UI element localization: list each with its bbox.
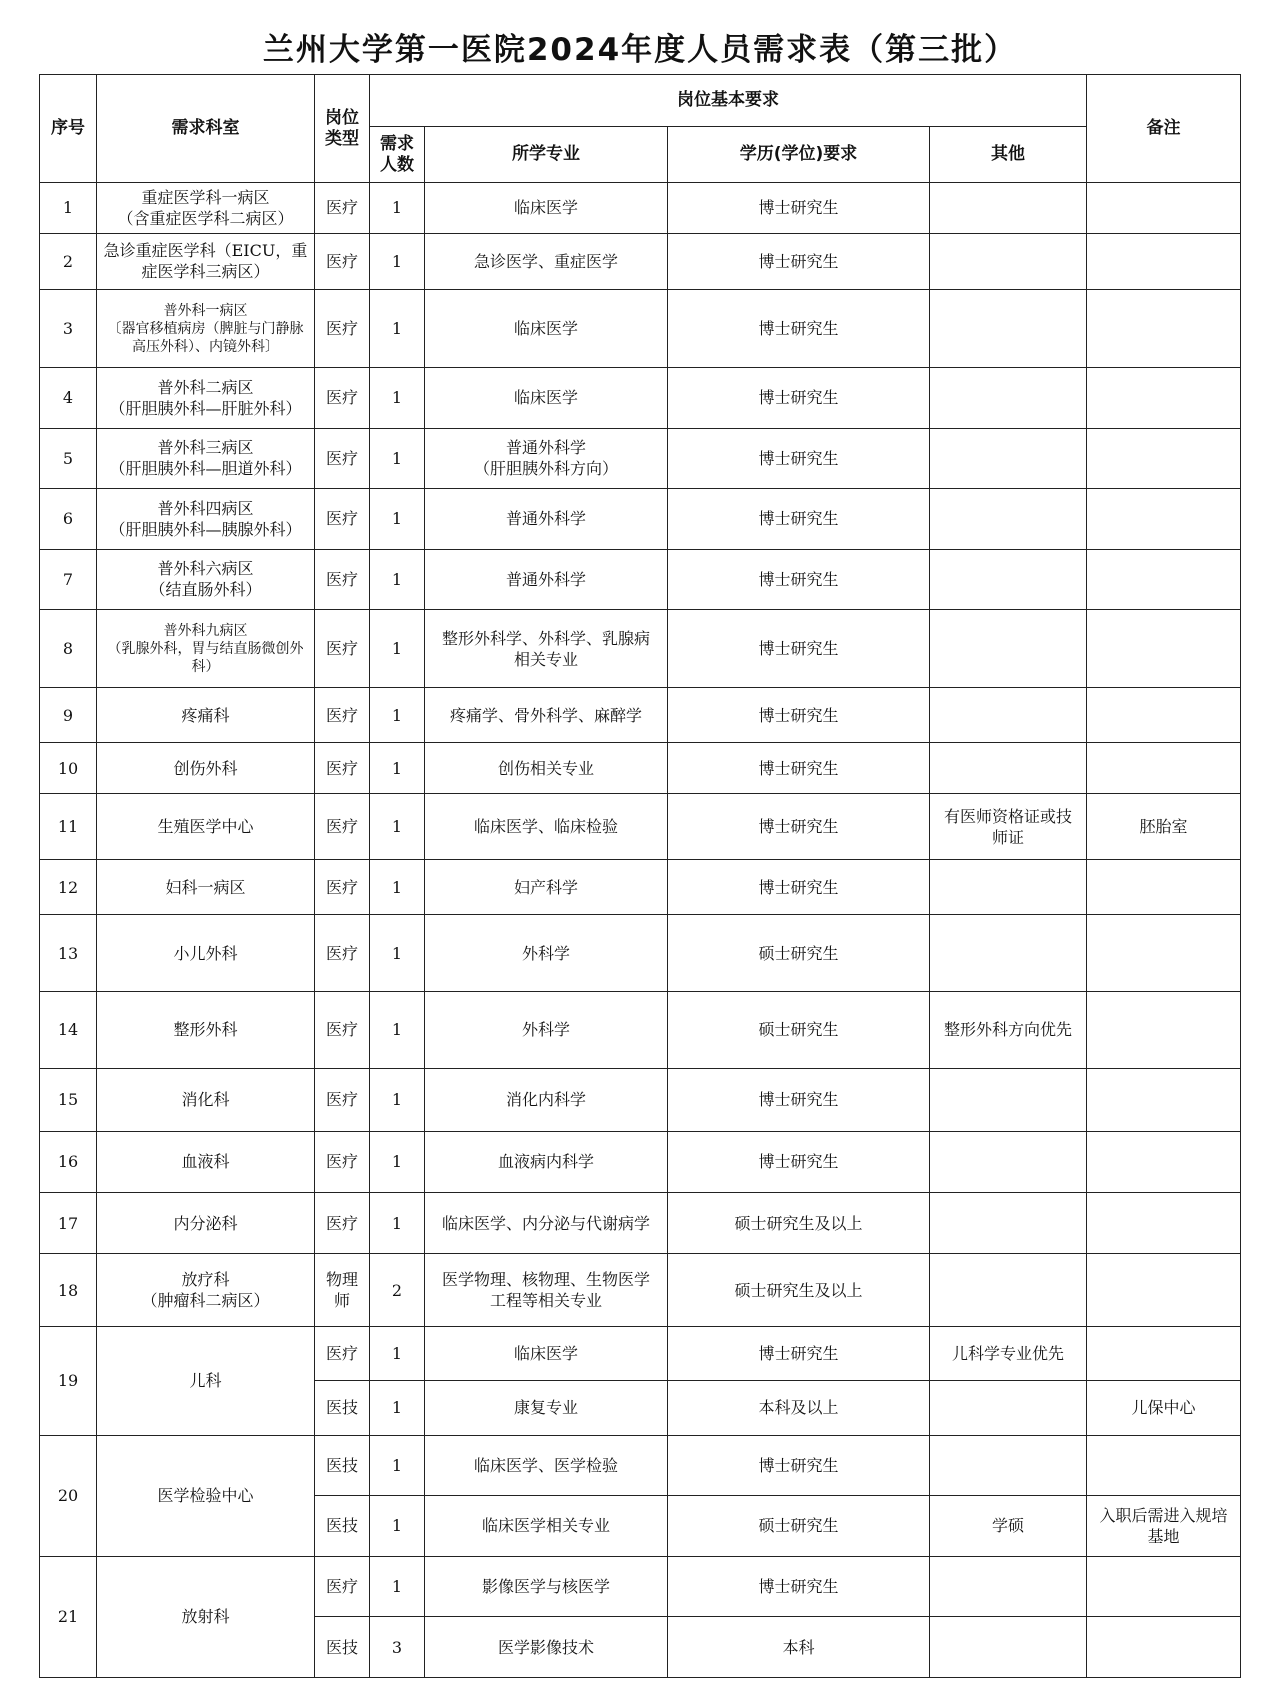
cell-seq: 19 <box>40 1327 97 1435</box>
cell-other <box>930 1381 1087 1435</box>
table-row <box>40 860 1241 915</box>
cell-note <box>1087 1068 1241 1131</box>
cell-education: 博士研究生 <box>668 1556 930 1617</box>
cell-seq: 9 <box>40 688 97 743</box>
cell-seq: 17 <box>40 1193 97 1254</box>
cell-count: 1 <box>370 860 425 915</box>
cell-count: 1 <box>370 489 425 550</box>
cell-other <box>930 915 1087 992</box>
cell-seq: 12 <box>40 860 97 915</box>
cell-note <box>1087 1617 1241 1678</box>
cell-other <box>930 1617 1087 1678</box>
cell-dept: 疼痛科 <box>97 688 315 743</box>
cell-seq: 10 <box>40 743 97 794</box>
cell-dept: 普外科六病区 （结直肠外科） <box>97 549 315 610</box>
cell-other <box>930 688 1087 743</box>
cell-type: 医技 <box>315 1381 370 1435</box>
cell-seq: 1 <box>40 183 97 234</box>
cell-other: 儿科学专业优先 <box>930 1327 1087 1381</box>
cell-seq: 20 <box>40 1435 97 1556</box>
table-row <box>40 549 1241 610</box>
cell-major: 妇产科学 <box>425 860 668 915</box>
cell-count: 1 <box>370 1556 425 1617</box>
cell-type: 医技 <box>315 1435 370 1496</box>
cell-note <box>1087 549 1241 610</box>
cell-dept: 普外科九病区 （乳腺外科，胃与结直肠微创外 科） <box>97 610 315 688</box>
cell-education: 硕士研究生 <box>668 992 930 1069</box>
cell-other: 有医师资格证或技 师证 <box>930 794 1087 860</box>
cell-type: 物理 师 <box>315 1253 370 1327</box>
header-note: 备注 <box>1087 75 1241 183</box>
cell-dept: 消化科 <box>97 1068 315 1131</box>
cell-major: 临床医学 <box>425 367 668 428</box>
cell-dept: 普外科四病区 （肝胆胰外科—胰腺外科） <box>97 489 315 550</box>
cell-dept: 血液科 <box>97 1131 315 1193</box>
cell-education: 博士研究生 <box>668 290 930 368</box>
cell-major: 临床医学 <box>425 290 668 368</box>
cell-seq: 13 <box>40 915 97 992</box>
cell-count: 1 <box>370 1131 425 1193</box>
cell-seq: 8 <box>40 610 97 688</box>
cell-major: 影像医学与核医学 <box>425 1556 668 1617</box>
cell-type: 医疗 <box>315 233 370 289</box>
cell-note: 入职后需进入规培 基地 <box>1087 1496 1241 1557</box>
cell-note <box>1087 183 1241 234</box>
cell-education: 博士研究生 <box>668 688 930 743</box>
cell-seq: 6 <box>40 489 97 550</box>
cell-count: 1 <box>370 992 425 1069</box>
cell-major: 医学物理、核物理、生物医学 工程等相关专业 <box>425 1253 668 1327</box>
cell-education: 硕士研究生 <box>668 915 930 992</box>
cell-type: 医技 <box>315 1617 370 1678</box>
cell-note: 胚胎室 <box>1087 794 1241 860</box>
cell-other <box>930 183 1087 234</box>
cell-dept: 放射科 <box>97 1556 315 1677</box>
cell-other <box>930 1193 1087 1254</box>
table-row <box>40 489 1241 550</box>
cell-dept: 医学检验中心 <box>97 1435 315 1556</box>
header-count: 需求 人数 <box>370 127 425 183</box>
cell-type: 医疗 <box>315 610 370 688</box>
table-row <box>40 233 1241 289</box>
cell-major: 康复专业 <box>425 1381 668 1435</box>
cell-count: 1 <box>370 183 425 234</box>
cell-type: 医疗 <box>315 794 370 860</box>
cell-note <box>1087 1131 1241 1193</box>
header-seq: 序号 <box>40 75 97 183</box>
table-row <box>40 290 1241 368</box>
cell-education: 博士研究生 <box>668 1131 930 1193</box>
cell-education: 博士研究生 <box>668 1435 930 1496</box>
cell-other: 学硕 <box>930 1496 1087 1557</box>
header-type: 岗位 类型 <box>315 75 370 183</box>
cell-type: 医疗 <box>315 1131 370 1193</box>
cell-other <box>930 860 1087 915</box>
cell-note: 儿保中心 <box>1087 1381 1241 1435</box>
cell-note <box>1087 489 1241 550</box>
cell-education: 博士研究生 <box>668 367 930 428</box>
cell-other <box>930 610 1087 688</box>
cell-major: 外科学 <box>425 992 668 1069</box>
cell-seq: 11 <box>40 794 97 860</box>
cell-dept: 儿科 <box>97 1327 315 1435</box>
cell-note <box>1087 233 1241 289</box>
cell-count: 3 <box>370 1617 425 1678</box>
cell-other <box>930 1556 1087 1617</box>
table-row <box>40 367 1241 428</box>
cell-type: 医疗 <box>315 549 370 610</box>
cell-count: 1 <box>370 428 425 489</box>
cell-education: 硕士研究生及以上 <box>668 1253 930 1327</box>
table-row <box>40 1253 1241 1327</box>
header-dept: 需求科室 <box>97 75 315 183</box>
cell-count: 1 <box>370 367 425 428</box>
cell-count: 1 <box>370 688 425 743</box>
cell-count: 1 <box>370 915 425 992</box>
cell-count: 1 <box>370 549 425 610</box>
cell-major: 创伤相关专业 <box>425 743 668 794</box>
cell-dept: 普外科二病区 （肝胆胰外科—肝脏外科） <box>97 367 315 428</box>
cell-type: 医疗 <box>315 428 370 489</box>
cell-note <box>1087 1556 1241 1617</box>
cell-dept: 普外科三病区 （肝胆胰外科—胆道外科） <box>97 428 315 489</box>
cell-type: 医疗 <box>315 915 370 992</box>
cell-dept: 内分泌科 <box>97 1193 315 1254</box>
cell-note <box>1087 860 1241 915</box>
cell-type: 医疗 <box>315 992 370 1069</box>
table-row <box>40 183 1241 234</box>
cell-major: 临床医学 <box>425 183 668 234</box>
cell-major: 临床医学相关专业 <box>425 1496 668 1557</box>
cell-note <box>1087 1435 1241 1496</box>
cell-seq: 21 <box>40 1556 97 1677</box>
cell-count: 1 <box>370 1327 425 1381</box>
cell-other <box>930 549 1087 610</box>
cell-seq: 18 <box>40 1253 97 1327</box>
cell-seq: 16 <box>40 1131 97 1193</box>
cell-education: 博士研究生 <box>668 549 930 610</box>
header-major: 所学专业 <box>425 127 668 183</box>
cell-major: 急诊医学、重症医学 <box>425 233 668 289</box>
cell-seq: 15 <box>40 1068 97 1131</box>
cell-major: 疼痛学、骨外科学、麻醉学 <box>425 688 668 743</box>
cell-dept: 放疗科 （肿瘤科二病区） <box>97 1253 315 1327</box>
cell-other <box>930 1435 1087 1496</box>
cell-type: 医疗 <box>315 367 370 428</box>
cell-type: 医疗 <box>315 183 370 234</box>
cell-seq: 3 <box>40 290 97 368</box>
cell-note <box>1087 743 1241 794</box>
cell-count: 1 <box>370 610 425 688</box>
cell-dept: 重症医学科一病区 （含重症医学科二病区） <box>97 183 315 234</box>
cell-education: 博士研究生 <box>668 743 930 794</box>
cell-major: 外科学 <box>425 915 668 992</box>
cell-other <box>930 428 1087 489</box>
cell-count: 1 <box>370 1435 425 1496</box>
cell-other <box>930 1068 1087 1131</box>
cell-seq: 5 <box>40 428 97 489</box>
cell-type: 医技 <box>315 1496 370 1557</box>
cell-note <box>1087 688 1241 743</box>
cell-type: 医疗 <box>315 1193 370 1254</box>
cell-note <box>1087 290 1241 368</box>
cell-seq: 4 <box>40 367 97 428</box>
cell-count: 1 <box>370 794 425 860</box>
cell-other <box>930 743 1087 794</box>
cell-major: 临床医学、临床检验 <box>425 794 668 860</box>
cell-seq: 2 <box>40 233 97 289</box>
cell-dept: 普外科一病区 〔器官移植病房（脾脏与门静脉 高压外科）、内镜外科〕 <box>97 290 315 368</box>
cell-education: 本科 <box>668 1617 930 1678</box>
cell-major: 普通外科学 （肝胆胰外科方向） <box>425 428 668 489</box>
cell-count: 1 <box>370 1193 425 1254</box>
header-basic-requirements: 岗位基本要求 <box>370 75 1087 127</box>
table-row <box>40 915 1241 992</box>
cell-major: 普通外科学 <box>425 549 668 610</box>
cell-note <box>1087 915 1241 992</box>
cell-dept: 小儿外科 <box>97 915 315 992</box>
cell-type: 医疗 <box>315 860 370 915</box>
header-other: 其他 <box>930 127 1087 183</box>
cell-dept: 生殖医学中心 <box>97 794 315 860</box>
cell-major: 消化内科学 <box>425 1068 668 1131</box>
cell-type: 医疗 <box>315 1556 370 1617</box>
cell-major: 血液病内科学 <box>425 1131 668 1193</box>
cell-note <box>1087 610 1241 688</box>
page-title: 兰州大学第一医院2024年度人员需求表（第三批） <box>262 32 1018 68</box>
cell-count: 1 <box>370 743 425 794</box>
table-row <box>40 1327 1241 1381</box>
cell-major: 整形外科学、外科学、乳腺病 相关专业 <box>425 610 668 688</box>
cell-other <box>930 367 1087 428</box>
cell-note <box>1087 1253 1241 1327</box>
cell-type: 医疗 <box>315 1327 370 1381</box>
cell-other <box>930 1253 1087 1327</box>
cell-other <box>930 1131 1087 1193</box>
cell-education: 博士研究生 <box>668 1068 930 1131</box>
cell-count: 1 <box>370 1496 425 1557</box>
cell-other <box>930 290 1087 368</box>
cell-education: 本科及以上 <box>668 1381 930 1435</box>
cell-education: 硕士研究生 <box>668 1496 930 1557</box>
cell-type: 医疗 <box>315 290 370 368</box>
cell-seq: 14 <box>40 992 97 1069</box>
cell-count: 2 <box>370 1253 425 1327</box>
cell-major: 临床医学、内分泌与代谢病学 <box>425 1193 668 1254</box>
cell-count: 1 <box>370 233 425 289</box>
header-education: 学历(学位)要求 <box>668 127 930 183</box>
cell-type: 医疗 <box>315 688 370 743</box>
cell-note <box>1087 367 1241 428</box>
cell-note <box>1087 1327 1241 1381</box>
table-row <box>40 992 1241 1069</box>
cell-education: 博士研究生 <box>668 794 930 860</box>
cell-education: 硕士研究生及以上 <box>668 1193 930 1254</box>
cell-other <box>930 233 1087 289</box>
cell-major: 临床医学 <box>425 1327 668 1381</box>
cell-note <box>1087 1193 1241 1254</box>
cell-education: 博士研究生 <box>668 428 930 489</box>
cell-note <box>1087 992 1241 1069</box>
table-row <box>40 1193 1241 1254</box>
cell-education: 博士研究生 <box>668 233 930 289</box>
table-row <box>40 428 1241 489</box>
cell-count: 1 <box>370 1381 425 1435</box>
cell-education: 博士研究生 <box>668 610 930 688</box>
table-body <box>40 183 1241 1678</box>
cell-count: 1 <box>370 1068 425 1131</box>
table-row <box>40 1556 1241 1617</box>
cell-count: 1 <box>370 290 425 368</box>
cell-dept: 创伤外科 <box>97 743 315 794</box>
table-row <box>40 743 1241 794</box>
cell-major: 普通外科学 <box>425 489 668 550</box>
cell-note <box>1087 428 1241 489</box>
cell-type: 医疗 <box>315 743 370 794</box>
cell-education: 博士研究生 <box>668 489 930 550</box>
table-row <box>40 1435 1241 1496</box>
cell-education: 博士研究生 <box>668 183 930 234</box>
cell-type: 医疗 <box>315 489 370 550</box>
table-row <box>40 794 1241 860</box>
cell-other <box>930 489 1087 550</box>
cell-education: 博士研究生 <box>668 1327 930 1381</box>
table-row <box>40 1131 1241 1193</box>
requirements-table <box>39 74 1241 1678</box>
cell-major: 临床医学、医学检验 <box>425 1435 668 1496</box>
cell-other: 整形外科方向优先 <box>930 992 1087 1069</box>
cell-seq: 7 <box>40 549 97 610</box>
cell-major: 医学影像技术 <box>425 1617 668 1678</box>
cell-dept: 急诊重症医学科（EICU，重 症医学科三病区） <box>97 233 315 289</box>
cell-dept: 整形外科 <box>97 992 315 1069</box>
cell-type: 医疗 <box>315 1068 370 1131</box>
table-row <box>40 688 1241 743</box>
cell-education: 博士研究生 <box>668 860 930 915</box>
table-row <box>40 1068 1241 1131</box>
table-row <box>40 610 1241 688</box>
cell-dept: 妇科一病区 <box>97 860 315 915</box>
